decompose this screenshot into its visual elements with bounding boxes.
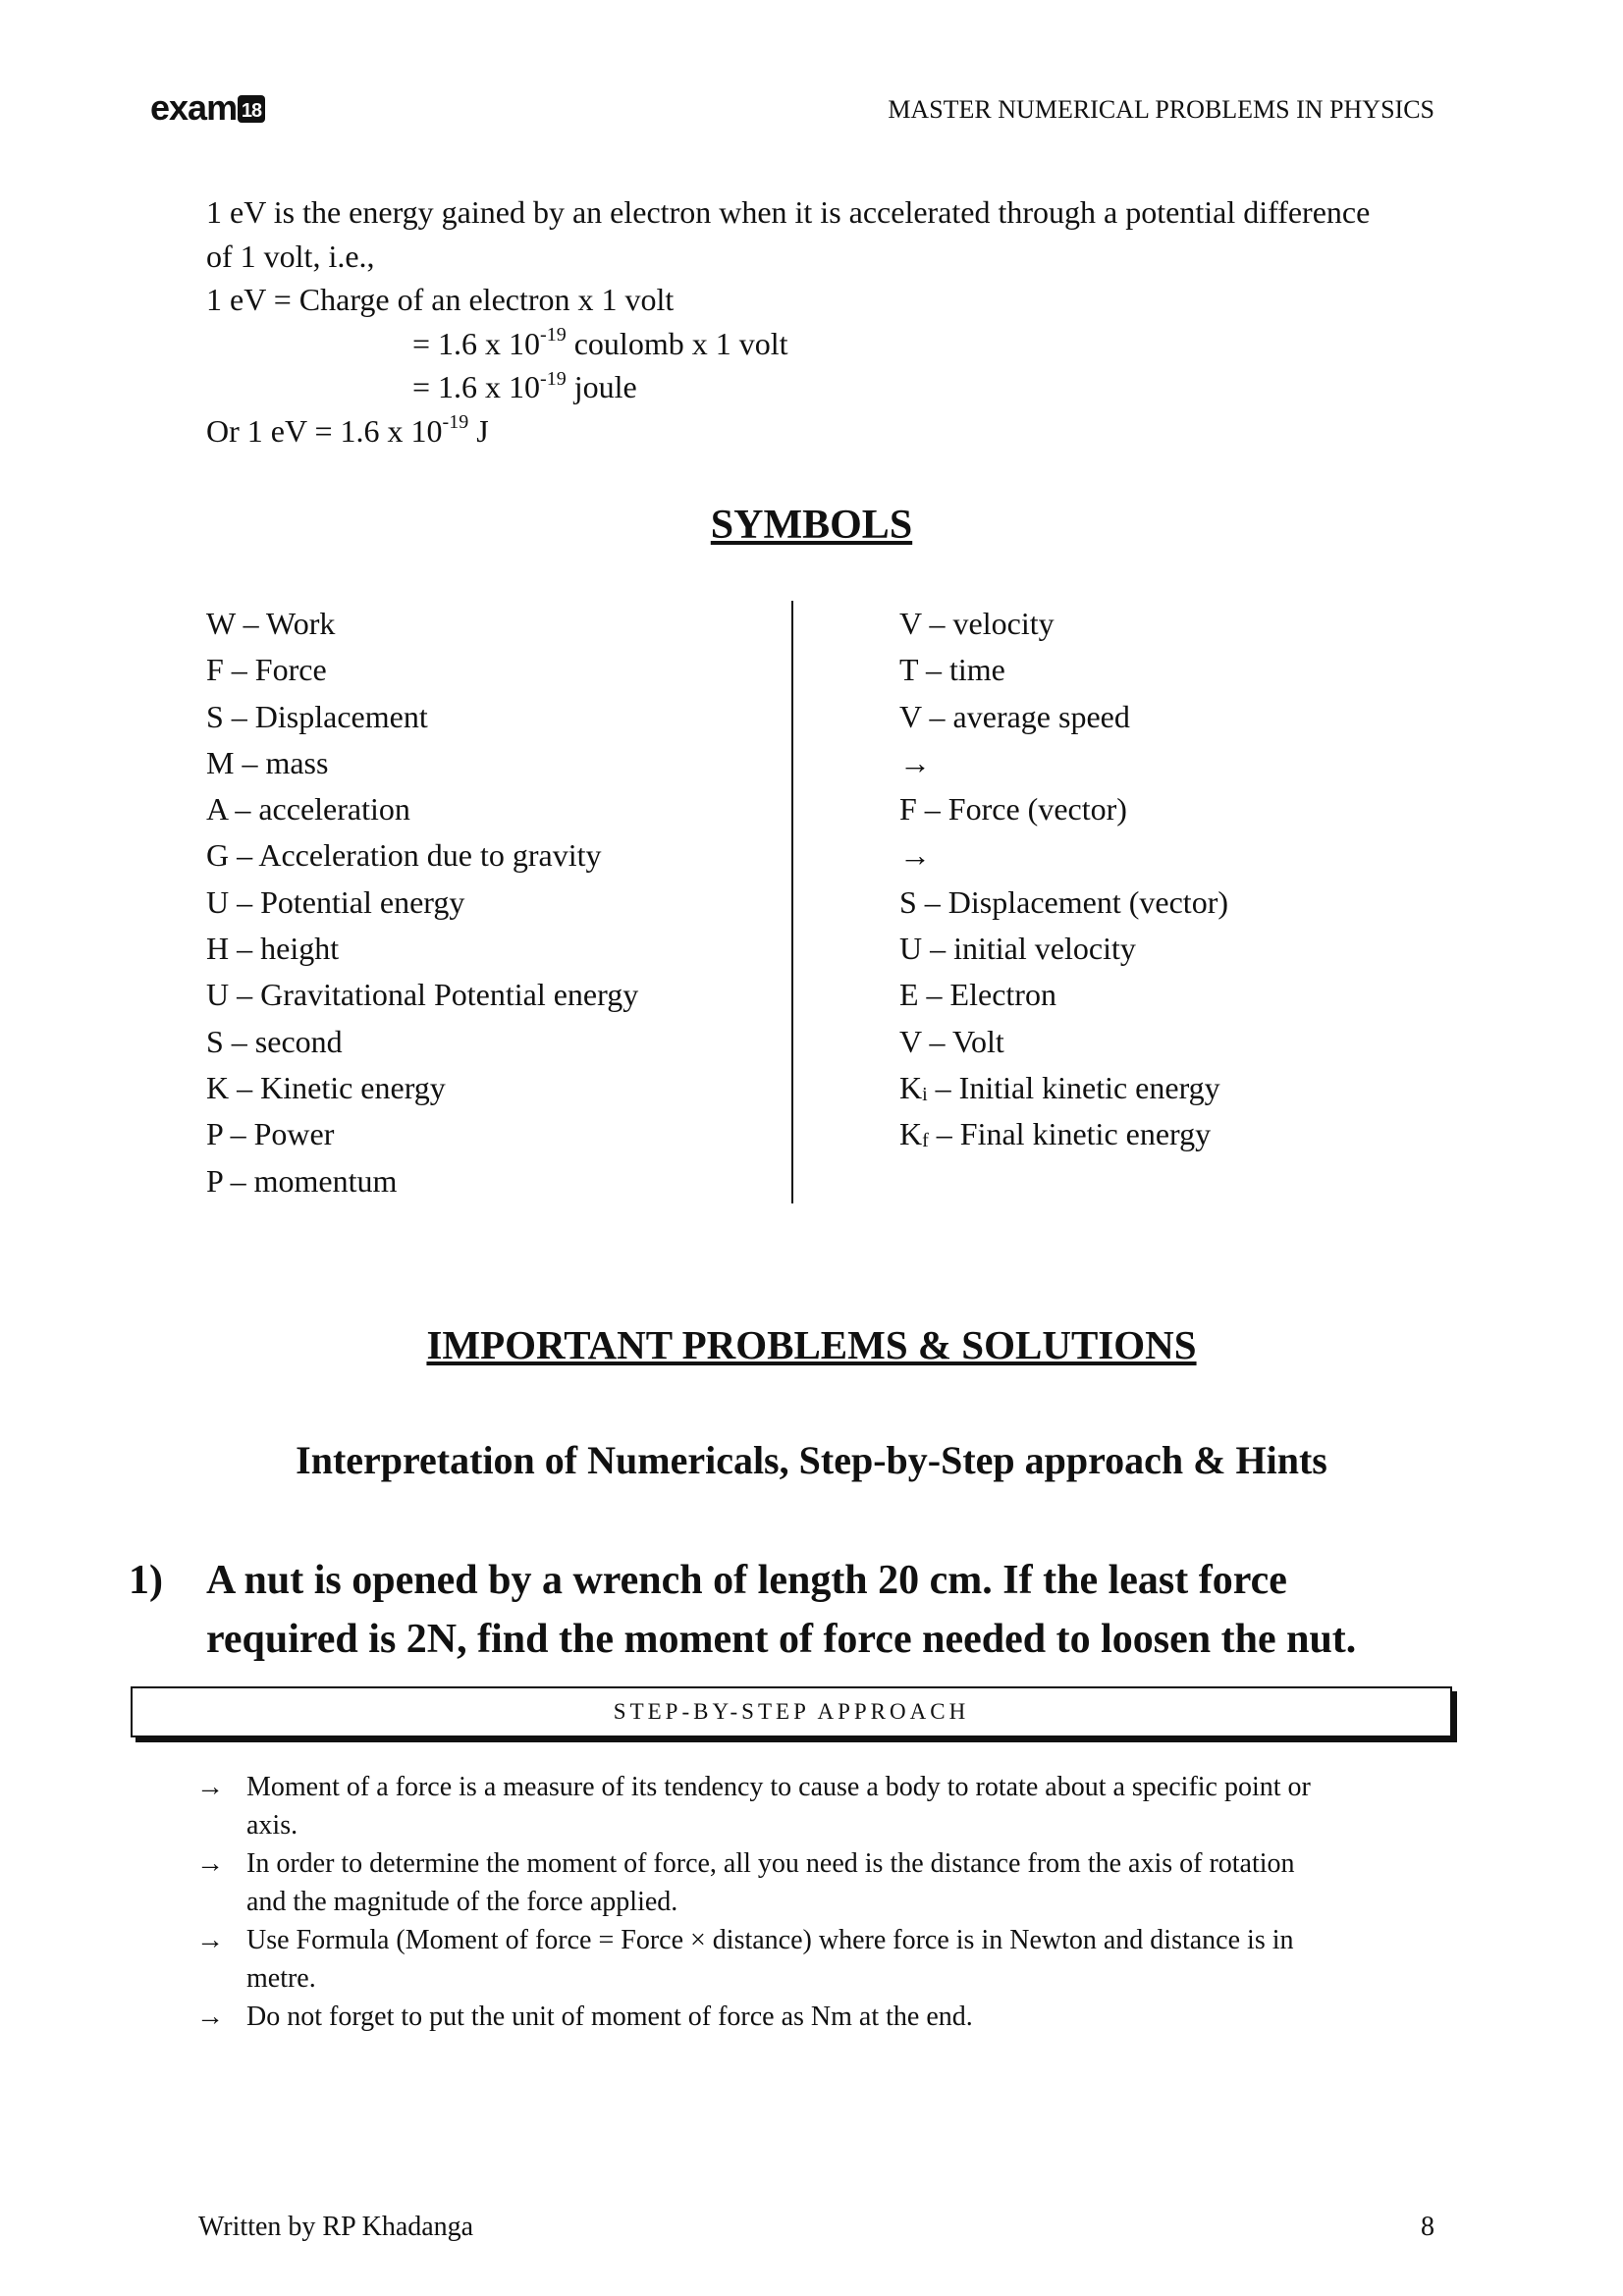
symbol-item: V – average speed xyxy=(899,698,1130,734)
intro-line-4 xyxy=(206,322,1443,366)
intro-line-5 xyxy=(206,365,1443,409)
problems-subtitle: Interpretation of Numericals, Step-by-Step approach & Hints xyxy=(296,1438,1327,1482)
intro-line-6 xyxy=(206,409,1443,454)
bullet-line: Use Formula (Moment of force = Force × distance) where force is in Newton and distance is in xyxy=(246,1925,1294,1955)
logo-badge-icon xyxy=(237,94,266,124)
arrow-right-icon: → xyxy=(196,1848,224,1879)
approach-bullet-list xyxy=(196,1768,1424,2036)
symbol-item: P – Power xyxy=(206,1116,335,1152)
bullet-line: Do not forget to put the unit of moment of force as Nm at the end. xyxy=(246,2002,973,2032)
symbol-item: V – Volt xyxy=(899,1023,1004,1059)
symbol-item: S – second xyxy=(206,1023,343,1059)
symbol-item: U – initial velocity xyxy=(899,931,1136,967)
bullet-line: and the magnitude of the force applied. xyxy=(246,1887,678,1917)
bullet-line: metre. xyxy=(246,1963,316,1994)
symbols-right-column xyxy=(899,601,1228,1158)
vector-arrow-icon: → xyxy=(899,744,931,780)
logo-badge xyxy=(237,86,266,130)
arrow-right-icon: → xyxy=(196,1772,224,1802)
list-item xyxy=(196,1998,1424,2036)
symbol-item: K – Kinetic energy xyxy=(206,1069,446,1105)
kf-base: K xyxy=(899,1116,923,1152)
symbol-item: U – Gravitational Potential energy xyxy=(206,977,639,1013)
problems-heading: IMPORTANT PROBLEMS & SOLUTIONS xyxy=(426,1322,1197,1367)
bullet-line: In order to determine the moment of force, all you need is the distance from the axis of rotation xyxy=(246,1848,1295,1879)
bullet-line: Moment of a force is a measure of its tendency to cause a body to rotate about a specific point or xyxy=(246,1772,1311,1802)
symbol-item-kf xyxy=(899,1111,1228,1157)
footer-author: Written by RP Khadanga xyxy=(198,2212,474,2242)
list-item xyxy=(196,1768,1424,1844)
ki-subscript: i xyxy=(922,1083,928,1105)
symbol-item: W – Work xyxy=(206,606,336,641)
symbol-item: S – Displacement xyxy=(206,698,428,734)
symbol-item: P – momentum xyxy=(206,1162,398,1199)
intro-line-4-post: coulomb x 1 volt xyxy=(566,325,788,361)
symbols-left-column xyxy=(206,601,638,1204)
symbol-item-ki xyxy=(899,1065,1228,1111)
exam18-logo xyxy=(150,86,266,130)
intro-line-3: 1 eV = Charge of an electron x 1 volt xyxy=(206,282,675,318)
symbol-item: F – Force xyxy=(206,652,327,688)
step-by-step-approach-box: STEP-BY-STEP APPROACH xyxy=(131,1686,1452,1737)
intro-line-4-pre: = 1.6 x 10 xyxy=(412,325,541,361)
kf-subscript: f xyxy=(922,1130,929,1152)
intro-line-1: 1 eV is the energy gained by an electron when it is accelerated through a potential difference xyxy=(206,194,1371,230)
symbols-column-divider xyxy=(791,601,793,1203)
page-number: 8 xyxy=(1421,2212,1434,2242)
ki-text: – Initial kinetic energy xyxy=(927,1069,1220,1105)
arrow-right-icon: → xyxy=(196,1925,224,1955)
intro-line-5-pre: = 1.6 x 10 xyxy=(412,369,541,405)
logo-text: exam xyxy=(150,87,238,128)
symbol-item: E – Electron xyxy=(899,977,1056,1013)
intro-line-6-exp: -19 xyxy=(442,411,469,434)
intro-line-4-exp: -19 xyxy=(540,324,567,347)
symbols-heading: SYMBOLS xyxy=(710,503,913,548)
logo-badge-text: 18 xyxy=(241,100,262,122)
intro-line-5-exp: -19 xyxy=(540,367,567,390)
question-line-2: required is 2N, find the moment of force needed to loosen the nut. xyxy=(206,1617,1357,1662)
vector-arrow-icon: → xyxy=(899,837,931,874)
ki-base: K xyxy=(899,1069,923,1105)
symbol-item: M – mass xyxy=(206,744,329,780)
symbol-item: V – velocity xyxy=(899,606,1055,641)
question-number: 1) xyxy=(129,1558,163,1603)
list-item xyxy=(196,1844,1424,1921)
bullet-line: axis. xyxy=(246,1810,298,1841)
ev-definition xyxy=(206,190,1443,454)
symbol-item: H – height xyxy=(206,931,340,967)
symbol-item: U – Potential energy xyxy=(206,883,465,920)
symbol-item: A – acceleration xyxy=(206,791,410,828)
intro-line-6-pre: Or 1 eV = 1.6 x 10 xyxy=(206,412,443,449)
kf-text: – Final kinetic energy xyxy=(928,1116,1212,1152)
intro-line-6-post: J xyxy=(468,412,489,449)
list-item xyxy=(196,1921,1424,1998)
question-line-1: A nut is opened by a wrench of length 20 cm. If the least force xyxy=(206,1558,1287,1603)
book-title: MASTER NUMERICAL PROBLEMS IN PHYSICS xyxy=(888,95,1434,124)
arrow-right-icon: → xyxy=(196,2002,224,2032)
symbol-item: T – time xyxy=(899,652,1005,688)
symbol-item: G – Acceleration due to gravity xyxy=(206,837,602,874)
intro-line-2: of 1 volt, i.e., xyxy=(206,238,375,274)
question-text xyxy=(206,1551,1483,1669)
symbol-item: S – Displacement (vector) xyxy=(899,883,1228,920)
intro-line-5-post: joule xyxy=(566,369,637,405)
symbol-item: F – Force (vector) xyxy=(899,791,1127,828)
